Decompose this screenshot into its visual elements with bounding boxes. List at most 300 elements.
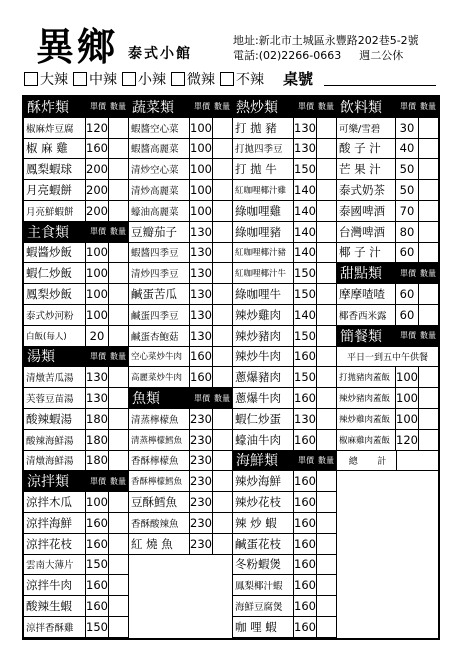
checkbox[interactable] <box>24 72 38 86</box>
spice-option-2[interactable]: 小辣 <box>122 69 166 89</box>
item-price: 160 <box>294 617 317 637</box>
item-price: 40 <box>396 139 419 159</box>
menu-item <box>24 367 128 388</box>
item-name: 酸 子 汁 <box>337 139 396 159</box>
menu-item <box>233 159 336 180</box>
item-name: 泰國啤酒 <box>337 201 396 221</box>
qty-field[interactable] <box>317 430 336 450</box>
menu-item <box>129 492 232 513</box>
item-name: 泰式奶茶 <box>337 180 396 200</box>
qty-field[interactable] <box>317 118 336 138</box>
qty-col-label: 數量 <box>420 331 436 341</box>
section-title: 海鮮類 <box>236 453 278 470</box>
table-number-label: 桌號 <box>283 70 314 88</box>
menu-item <box>337 222 438 243</box>
item-price: 120 <box>396 430 419 450</box>
item-price: 100 <box>190 180 213 200</box>
item-price: 160 <box>294 555 317 575</box>
menu-item <box>233 430 336 451</box>
qty-field[interactable] <box>109 139 128 159</box>
item-price: 140 <box>294 201 317 221</box>
item-name: 清燉海鮮湯 <box>24 451 86 471</box>
section-header <box>129 388 232 409</box>
qty-field[interactable] <box>419 139 438 159</box>
menu-item <box>129 430 232 451</box>
total-label <box>337 451 397 471</box>
qty-field[interactable] <box>317 367 336 387</box>
item-name: 清蒸檸檬鱈魚 <box>129 430 190 450</box>
item-price: 100 <box>86 243 109 263</box>
item-name: 涼拌牛肉 <box>24 575 86 595</box>
qty-field[interactable] <box>109 534 128 554</box>
menu-item <box>129 367 232 388</box>
item-price: 130 <box>190 222 213 242</box>
qty-field[interactable] <box>317 180 336 200</box>
qty-field[interactable] <box>419 409 438 429</box>
item-price: 160 <box>294 388 317 408</box>
qty-field[interactable] <box>213 326 232 346</box>
item-name: 紅 燒 魚 <box>129 534 190 554</box>
item-name: 空心菜炒牛肉 <box>129 347 190 367</box>
menu-item <box>233 492 336 513</box>
item-name: 椒 麻 雞 <box>24 139 86 159</box>
menu-item <box>24 534 128 555</box>
menu-item <box>233 305 336 326</box>
menu-item <box>24 617 128 638</box>
menu-item <box>233 139 336 160</box>
qty-field[interactable] <box>317 284 336 304</box>
menu-item <box>24 180 128 201</box>
qty-field[interactable] <box>213 180 232 200</box>
item-name: 辣 炒 蝦 <box>233 513 294 533</box>
item-price: 160 <box>190 367 213 387</box>
menu-item <box>24 451 128 472</box>
item-price: 130 <box>294 139 317 159</box>
menu-item <box>24 513 128 534</box>
qty-field[interactable] <box>317 263 336 283</box>
menu-item <box>24 284 128 305</box>
item-price: 200 <box>86 201 109 221</box>
item-price: 230 <box>190 471 213 491</box>
menu-item <box>24 305 128 326</box>
qty-field[interactable] <box>109 118 128 138</box>
item-price: 60 <box>396 284 419 304</box>
item-price: 130 <box>190 305 213 325</box>
qty-field[interactable] <box>317 513 336 533</box>
item-name: 泰式炒河粉 <box>24 305 86 325</box>
qty-field[interactable] <box>109 388 128 408</box>
qty-field[interactable] <box>317 409 336 429</box>
qty-field[interactable] <box>213 492 232 512</box>
qty-field[interactable] <box>109 575 128 595</box>
item-name: 摩摩喳喳 <box>337 284 396 304</box>
item-price: 160 <box>86 575 109 595</box>
menu-item <box>233 180 336 201</box>
item-price: 200 <box>86 180 109 200</box>
qty-field[interactable] <box>213 139 232 159</box>
menu-item <box>24 430 128 451</box>
qty-field[interactable] <box>109 513 128 533</box>
item-name: 酸辣生蝦 <box>24 596 86 616</box>
checkbox[interactable] <box>122 72 136 86</box>
qty-field[interactable] <box>213 471 232 491</box>
item-price: 100 <box>190 139 213 159</box>
item-price: 140 <box>294 180 317 200</box>
menu-item <box>233 326 336 347</box>
qty-field[interactable] <box>317 305 336 325</box>
menu-item <box>24 201 128 222</box>
menu-item <box>337 180 438 201</box>
item-price: 130 <box>294 118 317 138</box>
qty-field[interactable] <box>317 492 336 512</box>
qty-field[interactable] <box>419 159 438 179</box>
item-name: 鹹蛋四季豆 <box>129 305 190 325</box>
qty-field[interactable] <box>213 347 232 367</box>
qty-field[interactable] <box>317 617 336 637</box>
section-header <box>24 347 128 368</box>
menu-item <box>24 492 128 513</box>
total-label-char: 計 <box>377 456 387 467</box>
restaurant-logo: 異鄉 <box>36 24 119 69</box>
menu-item <box>129 263 232 284</box>
item-price: 100 <box>190 159 213 179</box>
price-col-label: 單價 <box>90 476 106 486</box>
section-title: 酥炸類 <box>27 99 69 116</box>
item-price: 50 <box>396 159 419 179</box>
qty-field[interactable] <box>317 347 336 367</box>
checkbox[interactable] <box>220 72 234 86</box>
item-name: 紅咖哩椰汁豬 <box>233 243 294 263</box>
qty-col-label: 數量 <box>214 102 230 112</box>
item-name: 海鮮豆腐煲 <box>233 596 294 616</box>
item-name: 打拋豬肉蓋飯 <box>337 367 396 387</box>
item-price: 160 <box>86 513 109 533</box>
item-name: 辣炒豬肉蓋飯 <box>337 388 396 408</box>
total-label-char: 總 <box>348 456 358 467</box>
item-price: 230 <box>190 492 213 512</box>
qty-col-label: 數量 <box>420 102 436 112</box>
item-name: 清炒四季豆 <box>129 263 190 283</box>
item-name: 豆瓣茄子 <box>129 222 190 242</box>
item-name: 鹹蛋苦瓜 <box>129 284 190 304</box>
menu-item <box>129 159 232 180</box>
spice-option-0[interactable]: 大辣 <box>24 69 68 89</box>
item-name: 打 拋 牛 <box>233 159 294 179</box>
menu-item <box>337 243 438 264</box>
item-name: 辣炒豬肉 <box>233 326 294 346</box>
item-name: 芙蓉豆苗湯 <box>24 388 86 408</box>
qty-field[interactable] <box>213 222 232 242</box>
qty-field[interactable] <box>213 243 232 263</box>
item-price: 160 <box>294 347 317 367</box>
qty-field[interactable] <box>419 243 438 263</box>
item-price: 60 <box>396 243 419 263</box>
section-header <box>337 97 438 118</box>
menu-item <box>233 513 336 534</box>
item-name: 涼拌海鮮 <box>24 513 86 533</box>
qty-field[interactable] <box>317 534 336 554</box>
item-name: 蝦仁炒飯 <box>24 263 86 283</box>
qty-field[interactable] <box>419 118 438 138</box>
item-price: 150 <box>86 617 109 637</box>
spice-option-1[interactable]: 中辣 <box>73 69 117 89</box>
item-price: 160 <box>86 139 109 159</box>
item-price: 200 <box>86 159 109 179</box>
menu-item <box>24 555 128 576</box>
section-header <box>337 263 438 284</box>
item-name: 打拋四季豆 <box>233 139 294 159</box>
qty-field[interactable] <box>109 263 128 283</box>
qty-field[interactable] <box>213 118 232 138</box>
item-price: 100 <box>396 367 419 387</box>
menu-item <box>24 596 128 617</box>
item-name: 蝦醬空心菜 <box>129 118 190 138</box>
menu-item <box>233 534 336 555</box>
menu-item <box>337 367 438 388</box>
qty-field[interactable] <box>109 430 128 450</box>
menu-item <box>233 347 336 368</box>
item-price: 230 <box>190 451 213 471</box>
item-price: 160 <box>294 575 317 595</box>
table-number-field[interactable] <box>324 71 436 86</box>
menu-column-1 <box>129 97 233 638</box>
qty-field[interactable] <box>213 263 232 283</box>
price-col-label: 單價 <box>90 227 106 237</box>
item-price: 150 <box>86 555 109 575</box>
qty-field[interactable] <box>317 596 336 616</box>
menu-column-3 <box>337 97 438 638</box>
qty-field[interactable] <box>419 305 438 325</box>
qty-field[interactable] <box>419 388 438 408</box>
menu-item <box>233 118 336 139</box>
spice-option-4[interactable]: 不辣 <box>220 69 264 89</box>
item-price: 130 <box>86 388 109 408</box>
item-price: 100 <box>396 409 419 429</box>
item-price: 150 <box>294 326 317 346</box>
qty-col-label: 數量 <box>110 476 126 486</box>
item-price: 100 <box>396 388 419 408</box>
qty-col-label: 數量 <box>110 351 126 361</box>
qty-field[interactable] <box>317 139 336 159</box>
section-header <box>233 97 336 118</box>
menu-item <box>24 388 128 409</box>
qty-col-label: 數量 <box>110 227 126 237</box>
qty-field[interactable] <box>419 367 438 387</box>
menu-item <box>24 118 128 139</box>
section-title: 蔬菜類 <box>132 99 174 116</box>
qty-field[interactable] <box>109 617 128 637</box>
qty-field[interactable] <box>109 284 128 304</box>
item-price: 160 <box>294 513 317 533</box>
item-name: 蝦醬炒飯 <box>24 243 86 263</box>
qty-col-label: 數量 <box>318 102 334 112</box>
qty-field[interactable] <box>213 409 232 429</box>
item-price: 130 <box>190 263 213 283</box>
price-col-label: 單價 <box>400 331 416 341</box>
item-price: 100 <box>190 118 213 138</box>
closed-day: 週二公休 <box>359 49 404 62</box>
section-header <box>24 471 128 492</box>
section-header <box>24 97 128 118</box>
qty-field[interactable] <box>317 159 336 179</box>
item-price: 150 <box>294 263 317 283</box>
qty-field[interactable] <box>213 430 232 450</box>
item-name: 紅咖哩椰汁牛 <box>233 263 294 283</box>
qty-field[interactable] <box>109 180 128 200</box>
menu-item <box>24 409 128 430</box>
item-name: 涼拌木瓜 <box>24 492 86 512</box>
qty-field[interactable] <box>419 222 438 242</box>
item-price: 160 <box>294 430 317 450</box>
item-name: 月亮鮮蝦餅 <box>24 201 86 221</box>
menu-item <box>24 575 128 596</box>
item-price: 160 <box>294 492 317 512</box>
menu-item <box>129 326 232 347</box>
item-name: 鹹蛋花枝 <box>233 534 294 554</box>
item-name: 台灣啤酒 <box>337 222 396 242</box>
item-name: 香酥檸檬魚 <box>129 451 190 471</box>
qty-field[interactable] <box>109 305 128 325</box>
item-name: 蝦仁炒蛋 <box>233 409 294 429</box>
section-title: 甜點類 <box>340 266 382 283</box>
section-title: 涼拌類 <box>27 474 69 491</box>
item-price: 140 <box>294 305 317 325</box>
item-name: 綠咖哩雞 <box>233 201 294 221</box>
qty-field[interactable] <box>109 159 128 179</box>
price-col-label: 單價 <box>90 102 106 112</box>
item-price: 150 <box>294 284 317 304</box>
menu-item <box>129 471 232 492</box>
menu-item <box>233 388 336 409</box>
qty-field[interactable] <box>213 534 232 554</box>
qty-field[interactable] <box>213 159 232 179</box>
item-name: 鳳梨椰汁蝦 <box>233 575 294 595</box>
item-name: 椒麻炸豆腐 <box>24 118 86 138</box>
section-note: 平日一到五中午供餐 <box>337 347 438 368</box>
phone: 電話:(02)2266-0663 <box>233 49 342 62</box>
menu-item <box>129 118 232 139</box>
menu-item <box>129 243 232 264</box>
checkbox[interactable] <box>171 72 185 86</box>
qty-field[interactable] <box>317 222 336 242</box>
qty-field[interactable] <box>213 513 232 533</box>
qty-field[interactable] <box>317 243 336 263</box>
menu-item <box>129 451 232 472</box>
checkbox[interactable] <box>73 72 87 86</box>
spice-options <box>24 68 436 89</box>
item-name: 辣炒花枝 <box>233 492 294 512</box>
item-name: 辣炒牛肉 <box>233 347 294 367</box>
menu-item <box>233 367 336 388</box>
item-name: 清炒空心菜 <box>129 159 190 179</box>
qty-field[interactable] <box>109 409 128 429</box>
item-name: 鹹蛋杏鮑菇 <box>129 326 190 346</box>
item-name: 蠔油牛肉 <box>233 430 294 450</box>
qty-field[interactable] <box>317 388 336 408</box>
contact-line <box>233 47 403 63</box>
qty-field[interactable] <box>419 201 438 221</box>
section-title: 飲料類 <box>340 99 382 116</box>
qty-field[interactable] <box>109 555 128 575</box>
qty-col-label: 數量 <box>318 455 334 465</box>
price-col-label: 單價 <box>400 102 416 112</box>
menu-item <box>233 596 336 617</box>
menu-item <box>233 243 336 264</box>
qty-field[interactable] <box>109 243 128 263</box>
item-price: 100 <box>86 284 109 304</box>
qty-field[interactable] <box>317 326 336 346</box>
menu-item <box>337 284 438 305</box>
item-name: 鳳梨炒飯 <box>24 284 86 304</box>
qty-field[interactable] <box>419 284 438 304</box>
price-col-label: 單價 <box>400 268 416 278</box>
menu-item <box>129 347 232 368</box>
menu-item <box>24 243 128 264</box>
qty-field[interactable] <box>213 305 232 325</box>
item-price: 70 <box>396 201 419 221</box>
section-title: 魚類 <box>132 391 160 408</box>
menu-item <box>233 263 336 284</box>
qty-field[interactable] <box>109 451 128 471</box>
menu-item <box>129 180 232 201</box>
section-header <box>129 97 232 118</box>
qty-field[interactable] <box>109 201 128 221</box>
section-title: 熱炒類 <box>236 99 278 116</box>
qty-field[interactable] <box>109 492 128 512</box>
restaurant-subtitle: 泰式小館 <box>128 46 192 62</box>
item-name: 酸辣蝦湯 <box>24 409 86 429</box>
qty-field[interactable] <box>317 555 336 575</box>
qty-field[interactable] <box>213 201 232 221</box>
price-col-label: 單價 <box>298 455 314 465</box>
item-name: 清燉苦瓜湯 <box>24 367 86 387</box>
item-name: 清蒸檸檬魚 <box>129 409 190 429</box>
item-name: 香酥酸辣魚 <box>129 513 190 533</box>
spice-option-3[interactable]: 微辣 <box>171 69 215 89</box>
total-field[interactable] <box>397 451 438 471</box>
item-name: 咖 哩 蝦 <box>233 617 294 637</box>
qty-field[interactable] <box>419 430 438 450</box>
item-name: 綠咖哩豬 <box>233 222 294 242</box>
menu-item <box>233 409 336 430</box>
qty-field[interactable] <box>109 326 128 346</box>
qty-field[interactable] <box>317 575 336 595</box>
menu-column-0 <box>24 97 129 638</box>
item-price: 30 <box>396 118 419 138</box>
item-price: 130 <box>190 243 213 263</box>
qty-field[interactable] <box>317 471 336 491</box>
item-price: 130 <box>294 409 317 429</box>
item-name: 椒麻雞肉蓋飯 <box>337 430 396 450</box>
item-price: 100 <box>86 492 109 512</box>
item-name: 紅咖哩椰汁雞 <box>233 180 294 200</box>
qty-field[interactable] <box>213 284 232 304</box>
item-price: 230 <box>190 430 213 450</box>
qty-field[interactable] <box>213 367 232 387</box>
qty-col-label: 數量 <box>110 102 126 112</box>
item-name: 月亮蝦餅 <box>24 180 86 200</box>
menu-column-2 <box>233 97 337 638</box>
menu-item <box>129 222 232 243</box>
qty-field[interactable] <box>213 451 232 471</box>
item-price: 160 <box>86 596 109 616</box>
menu-item <box>24 326 128 347</box>
qty-field[interactable] <box>109 367 128 387</box>
qty-field[interactable] <box>109 596 128 616</box>
qty-field[interactable] <box>419 180 438 200</box>
qty-field[interactable] <box>317 201 336 221</box>
item-name: 蠔油高麗菜 <box>129 201 190 221</box>
